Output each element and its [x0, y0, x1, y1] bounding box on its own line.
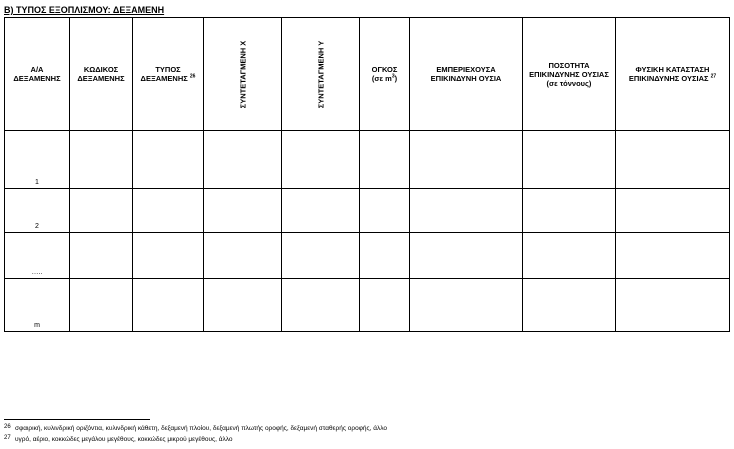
table-row [5, 131, 730, 189]
header-ogkos-line1: ΟΓΚΟΣ [371, 65, 398, 74]
table-row [5, 189, 730, 233]
cell-synty[interactable] [282, 189, 360, 233]
header-ogkos [360, 18, 410, 131]
cell-typos[interactable] [133, 233, 204, 279]
header-aa-line2: ΔΕΞΑΜΕΝΗΣ [13, 74, 61, 83]
cell-posotita[interactable] [523, 131, 616, 189]
row-index: 2 [5, 189, 70, 233]
footnote-ref-26: 26 [189, 73, 196, 80]
cell-typos[interactable] [133, 131, 204, 189]
cell-syntx[interactable] [204, 279, 282, 332]
cell-kodikos[interactable] [70, 189, 133, 233]
footnote-27-number: 27 [4, 435, 11, 441]
footnote-divider [4, 419, 150, 420]
cell-posotita[interactable] [523, 233, 616, 279]
header-syntx-label: ΣΥΝΤΕΤΑΓΜΕΝΗ Χ [238, 40, 247, 108]
footnote-ref-27: 27 [710, 73, 717, 80]
header-syntx [204, 18, 282, 131]
cell-ousia[interactable] [410, 279, 523, 332]
footnote-26-text: σφαιρική, κυλινδρική οριζόντια, κυλινδρική κάθετη, δεξαμενή πλοίου, δεξαμενή πλωτής οροφής, δεξαμενή σταθερής οροφής, άλλο [15, 425, 388, 432]
header-empeiriexousa-line1: ΕΜΠΕΡΙΕΧΟΥΣΑ [436, 65, 496, 74]
header-posotita [523, 18, 616, 131]
header-kodikos-line1: ΚΩΔΙΚΟΣ [83, 65, 119, 74]
table-row [5, 279, 730, 332]
cell-ogkos[interactable] [360, 279, 410, 332]
cell-synty[interactable] [282, 279, 360, 332]
cell-synty[interactable] [282, 233, 360, 279]
cell-syntx[interactable] [204, 189, 282, 233]
cell-syntx[interactable] [204, 233, 282, 279]
cell-kodikos[interactable] [70, 233, 133, 279]
header-row [5, 18, 730, 131]
header-synty-label: ΣΥΝΤΕΤΑΓΜΕΝΗ Υ [316, 40, 325, 108]
header-aa [5, 18, 70, 131]
header-ogkos-line2: (σε m [371, 74, 392, 83]
header-kodikos-line2: ΔΕΞΑΜΕΝΗΣ [77, 74, 125, 83]
footnote-27 [4, 436, 233, 443]
table-row [5, 233, 730, 279]
cell-ogkos[interactable] [360, 131, 410, 189]
cell-ousia[interactable] [410, 131, 523, 189]
header-fysiki [616, 18, 730, 131]
cell-ogkos[interactable] [360, 189, 410, 233]
header-kodikos [70, 18, 133, 131]
cell-syntx[interactable] [204, 131, 282, 189]
cell-fysiki[interactable] [616, 279, 730, 332]
header-empeiriexousa-line2: ΕΠΙΚΙΝΔΥΝΗ ΟΥΣΙΑ [430, 74, 502, 83]
row-index: ….. [5, 233, 70, 279]
tank-table [4, 17, 730, 332]
cell-fysiki[interactable] [616, 131, 730, 189]
cell-kodikos[interactable] [70, 131, 133, 189]
cell-fysiki[interactable] [616, 233, 730, 279]
header-ogkos-sup: 3 [391, 73, 395, 80]
header-typos-line2: ΔΕΞΑΜΕΝΗΣ [140, 74, 188, 83]
header-typos-line1: ΤΥΠΟΣ [155, 65, 181, 74]
header-fysiki-line1: ΦΥΣΙΚΗ ΚΑΤΑΣΤΑΣΗ [635, 65, 710, 74]
footnote-26-number: 26 [4, 424, 11, 430]
cell-typos[interactable] [133, 279, 204, 332]
header-ogkos-close: ) [394, 74, 398, 83]
header-synty [282, 18, 360, 131]
cell-kodikos[interactable] [70, 279, 133, 332]
footnote-26 [4, 425, 387, 432]
header-empeiriexousa [410, 18, 523, 131]
header-posotita-line2: ΕΠΙΚΙΝΔΥΝΗΣ ΟΥΣΙΑΣ [529, 69, 609, 79]
row-index: 1 [5, 131, 70, 189]
cell-ogkos[interactable] [360, 233, 410, 279]
section-title: Β) ΤΥΠΟΣ ΕΞΟΠΛΙΣΜΟΥ: ΔΕΞΑΜΕΝΗ [4, 5, 165, 15]
cell-ousia[interactable] [410, 233, 523, 279]
cell-posotita[interactable] [523, 189, 616, 233]
cell-typos[interactable] [133, 189, 204, 233]
header-aa-line1: Α/Α [30, 65, 44, 74]
cell-synty[interactable] [282, 131, 360, 189]
cell-posotita[interactable] [523, 279, 616, 332]
row-index: m [5, 279, 70, 332]
header-posotita-line1: ΠΟΣΟΤΗΤΑ [548, 60, 590, 70]
header-typos [133, 18, 204, 131]
cell-fysiki[interactable] [616, 189, 730, 233]
cell-ousia[interactable] [410, 189, 523, 233]
footnote-27-text: υγρό, αέριο, κοκκώδες μεγάλου μεγέθους, κοκκώδες μικρού μεγέθους, άλλο [15, 436, 233, 443]
header-posotita-line3: (σε τόννους) [546, 78, 592, 88]
header-fysiki-line2: ΕΠΙΚΙΝΔΥΝΗΣ ΟΥΣΙΑΣ [628, 74, 709, 83]
